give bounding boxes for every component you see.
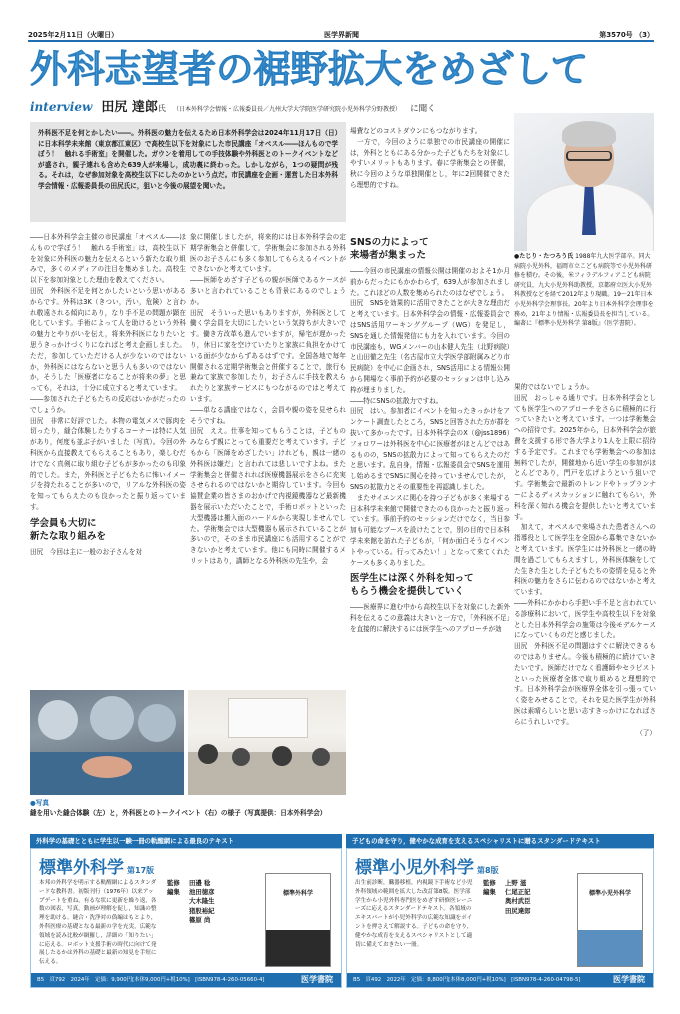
ad-editors [483,879,573,916]
column-2 [190,232,346,567]
paragraph: またサイエンスに関心を持つ子どもが多く来場する日本科学未来館で開催できたのも良かったと振り返っています。事前予約のセッションだけでなく，当日参加も可能なブースを設けたことで，別の目的で日本科学未来館を訪れた子どもが，「何か面白そうなイベントやっている。行ってみたい！」となって来てくれたケースも多くありました。 [350,493,510,567]
lead-paragraph: 外科医不足を何とかしたい――。外科医の魅力を伝えるため日本外科学会は2024年11月17日（日）に日本科学未来館（東京都江東区）で高校生以下を対象にした市民講座「オペスル――ほんもので学ぼう！ 触れる手術室」を開催した。ガウンを着用しての手技体験や外科医とのトークイベントなどが盛され，親子連れも含めた639人が来場し，成功裏に終わった。しかしながら，1つの疑問が残る。それは，なぜ参加対象を高校生以下にしたのかという点だ。市民講座を企画・運営した日本外科学会情報・広報委員長の田尻氏に，狙いと今後の展望を聞いた。 [30,122,346,222]
photo-caption-mark: ●写真 [30,799,49,807]
publisher-name: 医学書院 [613,975,645,984]
photo-figure [38,700,78,740]
book-cover-title: 標準外科学 [282,890,313,897]
editor-name: 奥村武臣 [505,897,531,906]
ad-edition: 第8版 [477,866,499,875]
end-mark: （了） [636,728,656,737]
photo-figure [90,696,134,740]
interview-suffix: に聞く [410,104,436,114]
ad-price: B5 頁492 2022年 定価：8,800円[本体8,000円+税10%] [ISBN978-4-260-04798-5] [353,977,581,983]
paragraph: 田尻 ええ。仕事を知ってもらうことは，子どものみならず親にとっても重要だと考えています。子どもから「医師をめざしたい」けれども，親は一緒の外科医は嫌だ」と言われては悲しいですよね。また学術集会と併催されれば医療機器展示をさらに充実させられるのではないかと期待しています。今回も協賛企業の皆さまのおかげで内視鏡機器など最新機器を展示いただいたことで，手術ロボットといった大型機器は搬入面のハードルから実現しませんでした。学術集会では大型機器も展示されていることが多いので，そのまま市民講座にも活用することができないかと考えています。他にも同時に開催するメリットはあり，講師となる外科医の先生や，会 [190,427,346,565]
editor-row [483,897,573,906]
headline: 外科志望者の裾野拡大をめざして [30,47,588,91]
paragraph: 田尻 今回は主に一般のお子さんを対 [30,547,143,556]
page-header [28,30,654,42]
portrait-photo [514,113,654,251]
paragraph: ――参加された子どもたちの反応はいかがだったのでしょうか。 [30,394,186,414]
paragraph: ――単なる講座ではなく，会員や親の姿を見せられそうですね。 [190,405,346,425]
ad-editors [167,879,257,925]
paragraph: 田尻 はい。参加者にイベントを知ったきっかけをアンケート調査したところ，SNSと回答された方が群を抜いて多かったです。日本外科学会のX（@jss1896）フォロワーは外科医を中心に医療者がほとんどではあるものの，SNSの拡散力によって知ってもらえたのだと思います。乱自身，情報・広報委員会でSNSを運用し始めるまでSNSに関心を持っていませんでしたが，SNSの拡散力とその重要性を再認識しました。 [350,407,510,491]
interview-label: interview [30,100,93,114]
photo-head [312,748,330,766]
ad-description: 本邦の外科学を明示する軌醒網によるスタンダードな教科書。初版刊行（1976年）以来アップデートを重ね，有るな状に更新を繰り返，各数の図表，写真，動画が理解を促し，知識の整理を助ける。縫合・洗浄対の偽編はもとより，外科医療の基礎となる最新の学を充実，広範な領域を読み比較が網羅し，詳細の「知りたい」に応える。ロボット支援手術の時代に向けて発展したるかは外科の基礎と最新の知見を手短に伝える。 [39,880,157,966]
publisher-name: 医学書院 [301,975,333,984]
editor-row [167,897,257,906]
editor-role: 編集 [167,888,180,897]
paragraph: ――特にSNSの拡散力ですね。 [350,396,443,405]
ad-description: 出生前診断，臓器移植，内視鏡下手術など小児外科領域の範囲を拡大した改訂第8版。医学部学生から小児外科専門医をめざす研修医レーニーズに応えるスタンダードテキスト。各領域のエキスパートが小児外科学の広範な知識をポイントを押さえて解説する。子どもの命を守り，健やかな成育を支えるスペシャリストとして適切に備えておきたい一冊。 [355,880,473,948]
paragraph: 田尻 外科医不足を何とかしたいという思いがあるからです。外科は3K（きつい，汚い，危険）と言われ敬遠される傾向にあり，なり手不足の問題が顕在化しています。手術によって人を助けるという外科の魅力とやりがいを伝え，将来外科医になりたいと思うきっかけづくりになればと考え企画しました。ただ，参加していただける人が少ないのではないか，外科医にはならないと思う人も多いのではないか，そうした「医療者になることが将来の夢」と思っても，それは，十分に成立すると考えています。 [30,286,186,393]
book-cover [577,873,643,967]
ad-footer [31,973,341,987]
paragraph: 加えて，オペスルで来場された患者さんへの指導役として医学生を全国から募集できないかと考えています。医学生には外科医と一緒の時間を過ごしてもらえますし，外科医体験をしてた生きた生とした子どもたちの姿情を見ると外科医の魅力をさらに伝わるのではないかと考えています。 [514,523,656,597]
portrait-caption-name: ●たじり・たつろう氏 [514,253,574,260]
paragraph: 田尻 SNSを効果的に活用できたことが大きな理由だと考えています。日本外科学会の情報・広報委員会ではSNS活用ワーキンググループ（WG）を発足し，SNSを通した情報発信にも力を入れています。今回の市民講座も，WGメンバーの山本健人先生（北野病院）と山田徹之先生（名古屋市立大学医学部附属みどり市民病院）を中心に企画され，SNS活用による情報公開から開場なく事前予約が必要のセッションは申し込み枠が埋まりました。 [350,299,510,394]
paragraph: ――医師をめざす子どもの親が医師であるケースが多いと言われていることも背景にあるのでしょうか。 [190,276,346,306]
editor-name: 田邉 稔 [189,879,211,887]
issue-number: 第3570号 （3） [599,31,654,39]
column-3-top: 場費などのコストダウンにもつながります。 一方で，今回のように単独での市民講座の開催には，外科とともにある分かった子どもたちを対象にしやすいメリットもあります。春に学術集会との併催，秋に今回のような単独開催とし，年に2回開催できたら理想的ですね。 [350,127,510,189]
book-cover-band [266,930,330,966]
ad-banner-1: 外科学の基礎とともに学生以一験一冊の軌醒網による最良のテキスト [30,834,342,848]
ad-title-text: 標準外科学 [39,858,124,878]
ad-book-title [39,853,154,878]
section-heading: 学会員も大切に 新たな取り組みを [30,517,107,542]
column-4 [514,382,656,738]
honorific: 氏 [157,104,166,113]
ad-footer [347,973,653,987]
book-cover-title: 標準小児外科学 [588,890,631,897]
photo-screen [228,698,308,738]
photo-meat [82,756,132,778]
interviewee-affiliation: （日本外科学会情報・広報委員長／九州大学大学院医学研究院小児外科学分野教授） [173,106,402,113]
editor-name: 篠原 尚 [189,915,211,924]
ad-standard-surgery[interactable] [30,848,342,988]
editor-name: 大木隆生 [189,897,215,906]
interviewee-name: 田尻 達郎 [101,100,158,115]
photo-caption-text: 縫を用いた縫合体験（左）と，外科医とのトークイベント（右）の様子（写真提供：日本外科学会） [30,809,327,817]
editor-row [167,879,257,888]
portrait-glasses [566,151,612,161]
ad-standard-pediatric-surgery[interactable] [346,848,654,988]
ad-price: B5 頁792 2024年 定価：9,900円[本体9,000円+税10%] [ISBN978-4-260-05660-4] [37,977,265,983]
photo-figure [138,704,176,742]
editor-row [167,916,257,925]
paragraph: ――日本外科学会主催の市民講座「オペスル――ほんもので学ぼう！ 触れる手術室」は，高校生以下を対象に外科医の魅力を伝えるという新たな取り組みで，多くのメディアの注目を集めました。高校生以下を参加対象とした理由を教えてください。 [30,233,186,285]
editor-role: 監修 [483,879,496,887]
paragraph: ――医療界に進む中から高校生以下を対象にした新外科を伝えるこの意義は大きいと一方で，「外科医不足」を直接的に解決するには医学生へのアプローチが効 [350,603,510,633]
photo-head [198,744,218,764]
paragraph: 果的ではないでしょうか。 [514,383,594,391]
column-3 [350,232,510,635]
paragraph: 田尻 そういった思いもありますが，外科医として働く学会員を大切にしたいという気持ちが大きいです。働き方改革も進んでいますが，帰宅が遅かったり，休日に家を空けていたりと家族に負担をかけている面が少なからずあるはずです。全国各地で毎年開催される定期学術集会と併催することで，旅行も兼ねて家族で参加したり，お子さんに手技を教えられたりと家族サービスにもつながるのではと考えています。 [190,308,346,403]
ad-book-title [355,853,499,878]
book-cover-band [578,930,642,966]
editor-name: 上野 滋 [505,879,527,887]
section-heading: 医学生には深く外科を知って もらう機会を提供していく [350,573,474,598]
column-1 [30,232,186,558]
issue-date: 2025年2月11日（火曜日） [28,31,119,39]
editor-name: 猪股裕紀 [189,906,215,915]
portrait-caption-bio: 1988年九大医学部卒。同大病院小児外科，福岡市立こども病院等で小児外科研修を積む。その後，米フィラデルフィアこども病院研究員，九大小児外科助教授，京都府立医大小児外科教授などを経て2012年より現職。19～21年日本小児外科学会理事長。20年より日本外科学会理事を務め，21年より情報・広報委員長を担当している。編著に『標準小児外科学 第8版』（医学書院）。 [514,253,654,328]
paragraph: 象に開催しましたが，将来的には日本外科学会の定期学術集会と併催して，学術集会に参加される外科医のお子さんにも多く参加してもらえるイベントができないかと考えています。 [190,233,346,274]
ad-banner-2: 子どもの命を守り，健やかな成育を支えるスペシャリストに贈るスタンダードテキスト [346,834,654,848]
photo-head [272,746,292,766]
editor-row [483,879,573,888]
portrait-hair [562,121,616,147]
suturing-photo [30,690,184,795]
editor-name: 仁尾正記 [505,888,531,897]
editor-role: 編集 [483,888,496,897]
talk-event-photo [188,690,346,795]
paragraph: 田尻 外科医不足の問題はすぐに解決できるものではありません。今後も積極的に続けていきたいです。医師だけでなく看護師やセラピストといった医療者全体で取り組めると理想的です。日本外科学会が医療界全体を引っ張っていく姿をみせることで，それを見た医学生が外科医は素晴らしいと思い志すきっかけになればさらにうれしいです。 [514,642,656,726]
editor-role: 監修 [167,879,180,887]
paragraph: 田尻 おっしゃる通りです。日本外科学会としても医学生へのアプローチをさらに積極的に行っていきたいと考えています。一つは学術集会への招待です。2025年から，日本外科学会が旅費を支援する形で各大学より1人を上限に招待する予定です。これまでも学術集会への参加は無料でしたが，開催地から近い学生の参加がほとんどであり，門戸を広げようという狙いです。学術集会で最新のトレンドやトップランナーによるディスカッションに触れてもらい，外科を深く知れる機会を提供したいと考えています。 [514,393,656,521]
paragraph: 田尻 非常に好評でした。本物の電気メスで豚肉を切ったり，縫合体験したりするコーナーは特に人気があり，何度も並ぶ子がいました（写真）。今回の外科医から直接教えてもらえることもあり，楽しむだけでなく真剣に取り組む子どもが多かったのも印象的でした。また，外科医と子どもたちに怖いイメージを持たれることが多いので，リアルな外科医の姿を知ってもらえたのも良かったと振り返っています。 [30,416,186,511]
editor-name: 池田徳彦 [189,888,215,897]
paragraph: ――今回の市民講座の情報公開は開催のおよそ1か月前からだったにもかかわらず，639人が参加されました。これほどの人数を集められたのはなぜでしょう。 [350,267,510,297]
editor-name: 田尻達郎 [505,906,531,915]
section-heading: SNSの力によって 来場者が集まった [350,237,429,261]
portrait-caption [514,252,656,329]
editor-row [483,907,573,916]
ad-edition: 第17版 [127,866,155,875]
book-cover [265,873,331,967]
paper-name: 医学界新聞 [324,31,359,39]
ad-title-text: 標準小児外科学 [355,858,474,878]
paragraph: ――外科にかかわら手把い手不足と言われている診療科において，医学生や高校生以下を対象とした日本外科学会の施策は今後モデルケースになっていくものだと感じました。 [514,598,656,640]
editor-row [167,907,257,916]
photo-head [232,748,250,766]
photo-caption [30,798,346,818]
